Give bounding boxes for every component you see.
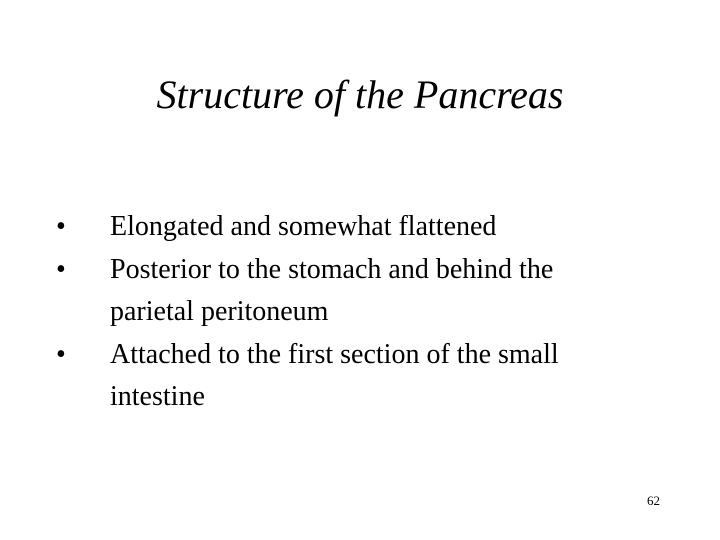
bullet-icon: •	[56, 211, 66, 242]
bullet-icon: •	[56, 339, 66, 370]
slide-title: Structure of the Pancreas	[156, 72, 564, 117]
bullet-text-line: Attached to the first section of the small	[110, 339, 559, 370]
bullet-text	[110, 206, 654, 248]
bullet-text-line: Elongated and somewhat flattened	[110, 211, 497, 242]
page-number: 62	[647, 493, 660, 508]
bullet-text	[110, 334, 654, 418]
bullet-text	[110, 249, 654, 333]
bullet-item	[54, 206, 654, 248]
bullet-text-line: intestine	[110, 381, 205, 412]
bullet-text-line: parietal peritoneum	[110, 296, 329, 327]
bullet-list	[54, 206, 654, 419]
bullet-text-line: Posterior to the stomach and behind the	[110, 254, 554, 285]
bullet-item	[54, 334, 654, 418]
bullet-icon: •	[56, 254, 66, 285]
bullet-item	[54, 249, 654, 333]
